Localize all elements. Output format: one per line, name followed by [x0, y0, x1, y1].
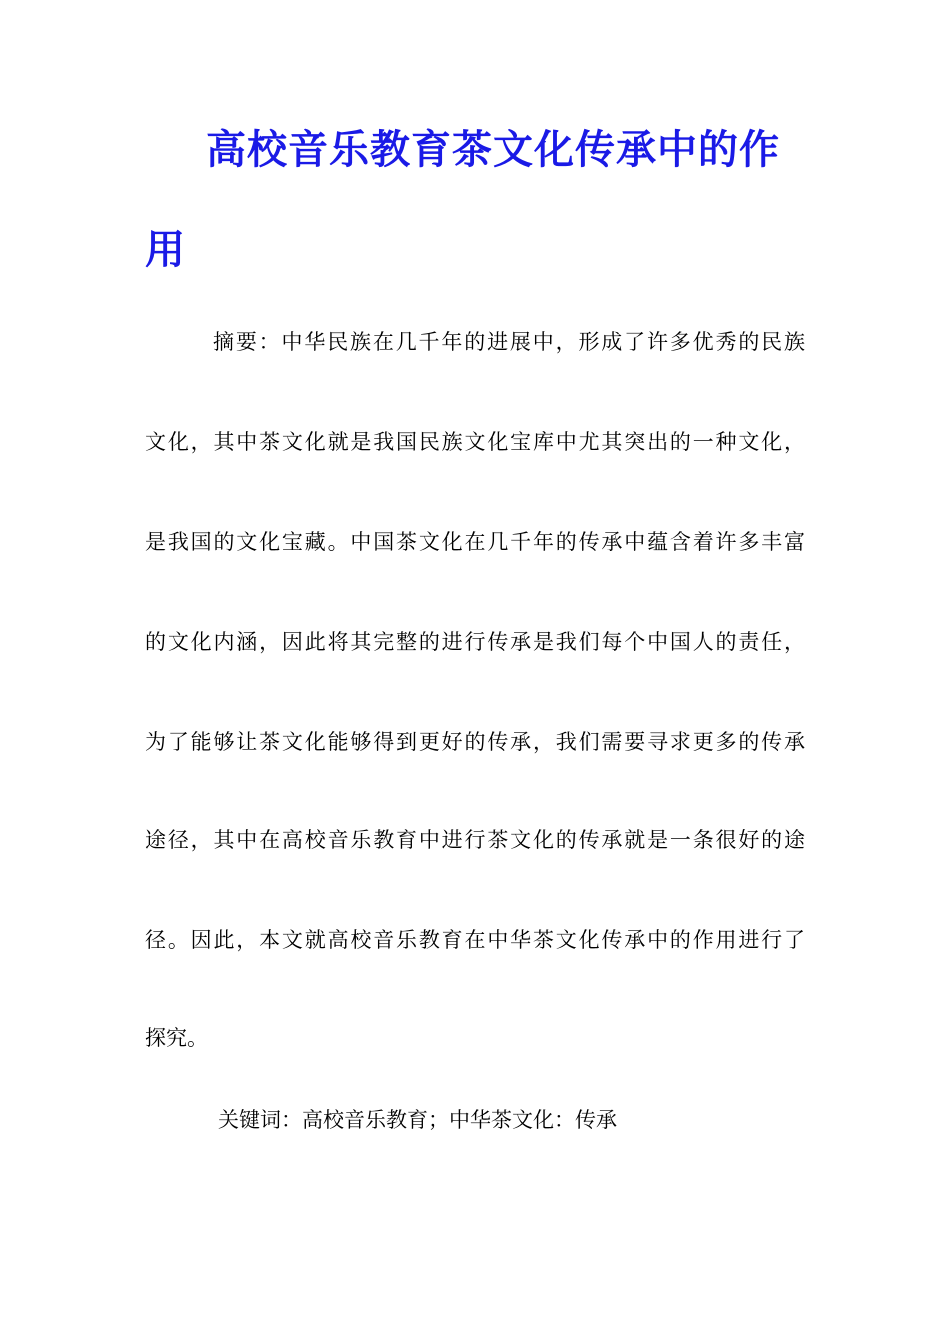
abstract-line: 的文化内涵，因此将其完整的进行传承是我们每个中国人的责任，: [145, 630, 805, 654]
abstract-line: 探究。: [145, 1026, 208, 1050]
abstract-line: 摘要：中华民族在几千年的进展中，形成了许多优秀的民族: [213, 330, 805, 354]
document-title-line-2: 用: [145, 226, 185, 273]
abstract-line: 文化，其中茶文化就是我国民族文化宝库中尤其突出的一种文化，: [145, 430, 805, 454]
abstract-line: 途径，其中在高校音乐教育中进行茶文化的传承就是一条很好的途: [145, 828, 805, 852]
abstract-line: 是我国的文化宝藏。中国茶文化在几千年的传承中蕴含着许多丰富: [145, 530, 805, 554]
document-title-line-1: 高校音乐教育茶文化传承中的作: [206, 126, 780, 173]
abstract-line: 为了能够让茶文化能够得到更好的传承，我们需要寻求更多的传承: [145, 730, 805, 754]
keywords-line: 关键词：高校音乐教育；中华茶文化：传承: [218, 1108, 617, 1132]
abstract-line: 径。因此，本文就高校音乐教育在中华茶文化传承中的作用进行了: [145, 928, 805, 952]
